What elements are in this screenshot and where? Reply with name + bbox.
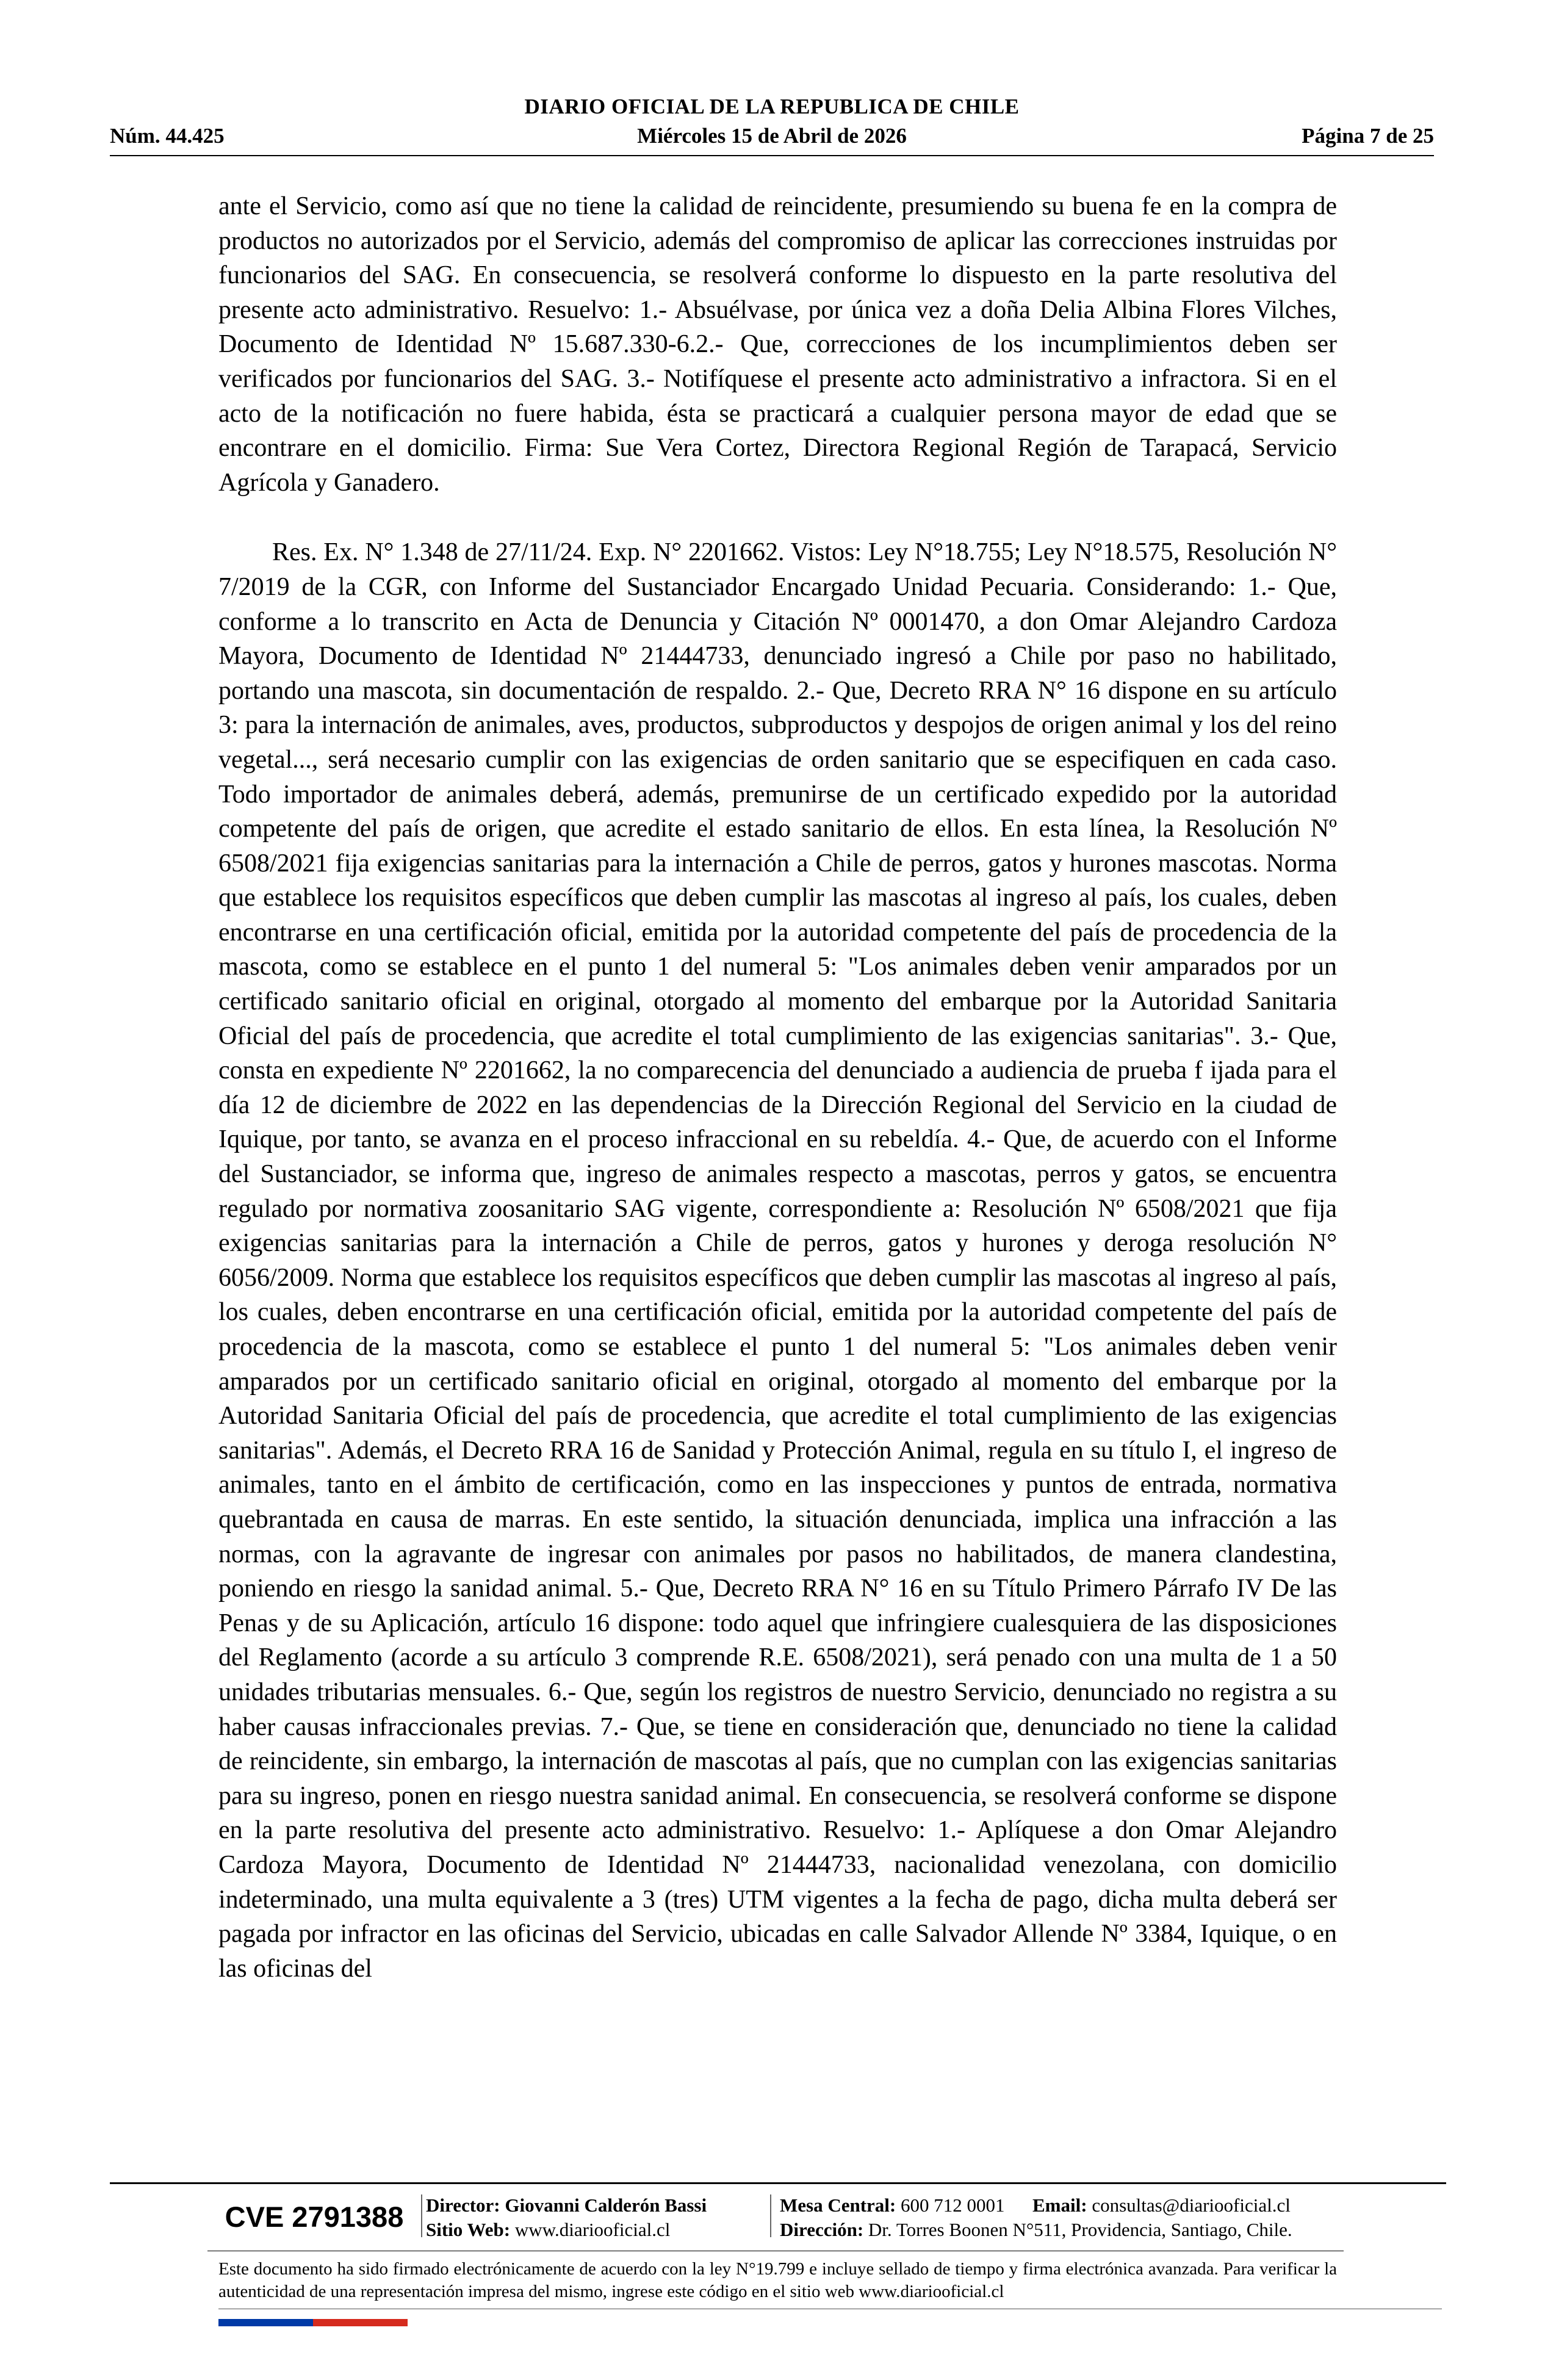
- footer-divider: [110, 2182, 1446, 2184]
- mesa-label: Mesa Central:: [780, 2194, 896, 2216]
- flag-red-segment: [313, 2319, 408, 2326]
- issue-date: Miércoles 15 de Abril de 2026: [637, 124, 907, 148]
- flag-stripe: [218, 2319, 408, 2326]
- email-link[interactable]: consultas@diariooficial.cl: [1092, 2194, 1291, 2216]
- page-number: Página 7 de 25: [1302, 124, 1434, 148]
- signature-note: Este documento ha sido firmado electrónicamente de acuerdo con la ley N°19.799 e incluye sellado de tiempo y firma electrónica avanzada. Para verificar la autenticidad de una representación impresa del mismo, ingrese este código en el sitio web www.diariooficial.cl: [218, 2259, 1337, 2301]
- footer-separator: [421, 2194, 422, 2237]
- page-header: [110, 95, 1434, 156]
- email-label: Email:: [1032, 2194, 1087, 2216]
- address-label: Dirección:: [780, 2219, 864, 2240]
- journal-title: DIARIO OFICIAL DE LA REPUBLICA DE CHILE: [524, 95, 1020, 118]
- director-name: Giovanni Calderón Bassi: [505, 2194, 707, 2216]
- footer-contact-block: [780, 2193, 1390, 2242]
- mesa-value: 600 712 0001: [901, 2194, 1005, 2216]
- header-divider: [110, 155, 1434, 156]
- body-paragraph: ante el Servicio, como así que no tiene la calidad de reincidente, presumiendo su buena fe en la compra de productos no autorizados por el Servicio, además del compromiso de aplicar las correcciones instruidas por funcionarios del SAG. En consecuencia, se resolverá conforme lo dispuesto en la parte resolutiva del presente acto administrativo. Resuelvo: 1.- Absuélvase, por única vez a doña Delia Albina Flores Vilches, Documento de Identidad Nº 15.687.330-6.2.- Que, correcciones de los incumplimientos deben ser verificados por funcionarios del SAG. 3.- Notifíquese el presente acto administrativo a infractora. Si en el acto de la notificación no fuere habida, ésta se practicará a cualquier persona mayor de edad que se encontrare en el domicilio. Firma: Sue Vera Cortez, Directora Regional Región de Tarapacá, Servicio Agrícola y Ganadero.: [218, 192, 1337, 497]
- document-body: [218, 189, 1337, 2021]
- director-label: Director:: [426, 2194, 500, 2216]
- address-value: Dr. Torres Boonen N°511, Providencia, Santiago, Chile.: [868, 2219, 1292, 2240]
- body-paragraph: Res. Ex. N° 1.348 de 27/11/24. Exp. N° 2201662. Vistos: Ley N°18.755; Ley N°18.575, Resolución N° 7/2019 de la CGR, con Informe del Sustanciador Encargado Unidad Pecuaria. Considerando: 1.- Que, conforme a lo transcrito en Acta de Denuncia y Citación Nº 0001470, a don Omar Alejandro Cardoza Mayora, Documento de Identidad Nº 21444733, denunciado ingresó a Chile por paso no habilitado, portando una mascota, sin documentación de respaldo. 2.- Que, Decreto RRA N° 16 dispone en su artículo 3: para la internación de animales, aves, productos, subproductos y despojos de origen animal y los del reino vegetal..., será necesario cumplir con las exigencias de orden sanitario que se especifiquen en cada caso. Todo importador de animales deberá, además, premunirse de un certificado expedido por la autoridad competente del país de origen, que acredite el estado sanitario de ellos. En esta línea, la Resolución Nº 6508/2021 fija exigencias sanitarias para la internación a Chile de perros, gatos y hurones mascotas. Norma que establece los requisitos específicos que deben cumplir las mascotas al ingreso al país, los cuales, deben encontrarse en una certificación oficial, emitida por la autoridad competente del país de procedencia de la mascota, como se establece en el punto 1 del numeral 5: "Los animales deben venir amparados por un certificado sanitario oficial en original, otorgado al momento del embarque por la Autoridad Sanitaria Oficial del país de procedencia, que acredite el total cumplimiento de las exigencias sanitarias". 3.- Que, consta en expediente Nº 2201662, la no comparecencia del denunciado a audiencia de prueba f ijada para el día 12 de diciembre de 2022 en las dependencias de la Dirección Regional del Servicio en la ciudad de Iquique, por tanto, se avanza en el proceso infraccional en su rebeldía. 4.- Que, de acuerdo con el Informe del Sustanciador, se informa que, ingreso de animales respecto a mascotas, perros y gatos, se encuentra regulado por normativa zoosanitario SAG vigente, correspondiente a: Resolución Nº 6508/2021 que fija exigencias sanitarias para la internación a Chile de perros, gatos y hurones y deroga resolución N° 6056/2009. Norma que establece los requisitos específicos que deben cumplir las mascotas al ingreso al país, los cuales, deben encontrarse en una certificación oficial, emitida por la autoridad competente del país de procedencia de la mascota, como se establece el punto 1 del numeral 5: "Los animales deben venir amparados por un certificado sanitario oficial en original, otorgado al momento del embarque por la Autoridad Sanitaria Oficial del país de procedencia, que acredite el total cumplimiento de las exigencias sanitarias". Además, el Decreto RRA 16 de Sanidad y Protección Animal, regula en su título I, el ingreso de animales, tanto en el ámbito de certificación, como en las inspecciones y puntos de entrada, normativa quebrantada en causa de marras. En este sentido, la situación denunciada, implica una infracción a las normas, con la agravante de ingresar con animales por pasos no habilitados, de manera clandestina, poniendo en riesgo la sanidad animal. 5.- Que, Decreto RRA N° 16 en su Título Primero Párrafo IV De las Penas y de su Aplicación, artículo 16 dispone: todo aquel que infringiere cualesquiera de las disposiciones del Reglamento (acorde a su artículo 3 comprende R.E. 6508/2021), será penado con una multa de 1 a 50 unidades tributarias mensuales. 6.- Que, según los registros de nuestro Servicio, denunciado no registra a su haber causas infraccionales previas. 7.- Que, se tiene en consideración que, denunciado no tiene la calidad de reincidente, sin embargo, la internación de mascotas al país, que no cumplan con las exigencias sanitarias para su ingreso, ponen en riesgo nuestra sanidad animal. En consecuencia, se resolverá conforme se dispone en la parte resolutiva del presente acto administrativo. Resuelvo: 1.- Aplíquese a don Omar Alejandro Cardoza Mayora, Documento de Identidad Nº 21444733, nacionalidad venezolana, con domicilio indeterminado, una multa equivalente a 3 (tres) UTM vigentes a la fecha de pago, dicha multa deberá ser pagada por infractor en las oficinas del Servicio, ubicadas en calle Salvador Allende Nº 3384, Iquique, o en las oficinas del: [218, 538, 1337, 1983]
- issue-number: Núm. 44.425: [110, 124, 225, 148]
- cve-code: CVE 2791388: [225, 2201, 404, 2233]
- site-label: Sitio Web:: [426, 2219, 511, 2240]
- flag-blue-segment: [218, 2319, 313, 2326]
- footer-separator: [770, 2194, 771, 2237]
- footer-director-block: [426, 2193, 768, 2242]
- site-link[interactable]: www.diariooficial.cl: [514, 2219, 671, 2240]
